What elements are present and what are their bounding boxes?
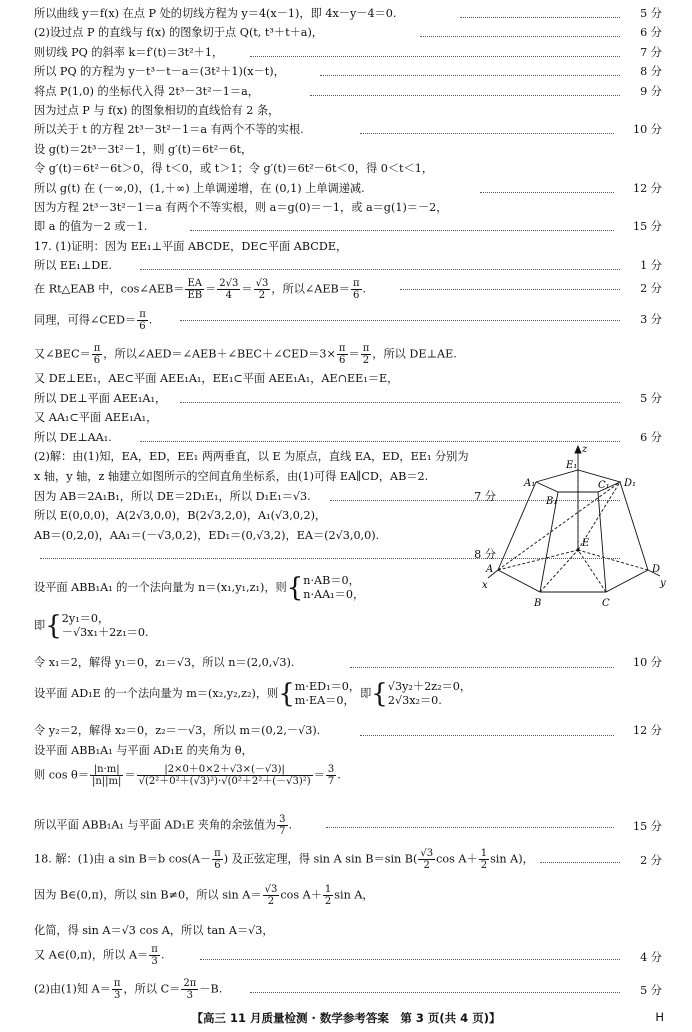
text-line: (2)设过点 P 的直线与 f(x) 的图象切于点 Q(t, t³＋t＋a)， [34,26,323,40]
leader-dots [480,192,614,194]
leader-dots [350,667,614,669]
score: 10 分 [633,656,662,669]
line-m-result: 令 y₂＝2，解得 x₂＝0，z₂＝－√3，所以 m＝(0,2,－√3). [34,724,321,737]
text-line: 所以 DE⊥AA₁. [34,430,112,444]
text-line: 令 g′(t)＝6t²－6t＞0，得 t＜0，或 t＞1；令 g′(t)＝6t²－6t＜0，得 0＜t＜1， [34,162,434,176]
leader-dots [40,558,620,560]
text-line: 设 g(t)＝2t³－3t²－1，则 g′(t)＝6t²－6t， [34,142,253,156]
fraction: $\frac{\pi}{3}$ [151,944,158,967]
fraction: $\frac{\pi}{2}$ [362,343,370,366]
leader-dots [420,36,620,38]
fraction: $\frac{\pi}{3}$ [113,978,121,1001]
line-cos-theta: 则 cos θ＝ $\frac{|n\cdot m|}{|n||m|}$ ＝ $\frac{|2\times 0+0\times 2+√3\times(-√3)|}{\text{√(2²＋0²＋(√3)²)·√(0²＋2²＋(－√3)²)}}$ ＝ $\frac{3}{7}$ . [34,764,341,787]
leader-dots [180,320,620,322]
text-line: 则切线 PQ 的斜率 k＝f′(t)＝3t²＋1， [34,45,224,59]
frustum-figure [478,440,668,610]
leader-dots [320,75,620,77]
score: 10 分 [633,123,662,137]
fraction: $\frac{|2\times 0+0\times 2+√3\times(-√3)|}{\text{√(2²＋0²＋(√3)²)·√(0²＋2²＋(－√3)²)}}$ [138,764,311,787]
text-line: 所以 g(t) 在 (－∞,0)，(1,＋∞) 上单调递增，在 (0,1) 上单调递减. [34,181,365,195]
fraction: $\frac{\pi}{6}$ [139,309,146,332]
text-line: 所以 E(0,0,0)，A(2√3,0,0)，B(2√3,2,0)，A₁(√3,0,2)， [34,509,327,523]
leader-dots [200,959,620,961]
label-e: E [582,538,590,549]
score: 5 分 [640,7,662,20]
line-normal-n: 设平面 ABB₁A₁ 的一个法向量为 n＝(x₁,y₁,z₁)，则{n·AB＝0， n·AA₁＝0， [34,573,365,603]
score: 9 分 [640,84,662,98]
fraction: $\frac{|n\cdot m|}{|n||m|}$ [91,764,122,787]
line-cos-result: 所以平面 ABB₁A₁ 与平面 AD₁E 夹角的余弦值为 $\frac{3}{7}$ . [34,814,293,837]
label-a1: A₁ [524,478,536,489]
line-18-C: (2)由(1)知 A＝ $\frac{\pi}{3}$ ，所以 C＝ $\frac{2\pi}{3}$ －B. [34,978,223,1001]
leader-dots [540,862,620,864]
score: 3 分 [640,313,662,326]
line-n-result: 令 x₁＝2，解得 y₁＝0，z₁＝√3，所以 n＝(2,0,√3). [34,656,295,669]
leader-dots [250,992,620,994]
score: 15 分 [633,820,662,833]
line-18-sinB: 因为 B∈(0,π)，所以 sin B≠0，所以 sin A＝ $\frac{√3}{2}$ cos A＋ $\frac{1}{2}$ sin A， [34,884,374,907]
line-theta: 设平面 ABB₁A₁ 与平面 AD₁E 的夹角为 θ， [34,744,253,757]
text-line: 所以 EE₁⊥DE. [34,259,112,273]
line-cos-aeb: 在 Rt△EAB 中，cos∠AEB＝ $\frac{EA}{EB}$ ＝ $\frac{2√3}{4}$ ＝ $\frac{√3}{2}$ ，所以∠AEB＝ $\frac{\pi}{6}$ . [34,278,367,301]
label-e1: E₁ [566,460,578,471]
score: 8 分 [474,548,496,562]
score: 5 分 [640,984,662,997]
score: 4 分 [640,951,662,964]
label-a: A [486,564,494,575]
footer-code: H [655,1010,664,1024]
text-line: 因为方程 2t³－3t²－1＝a 有两个不等实根，则 a＝g(0)＝－1，或 a＝g(1)＝－2， [34,201,448,214]
score: 2 分 [640,854,662,867]
fraction: $\frac{3}{7}$ [327,764,335,787]
fraction: $\frac{1}{2}$ [324,884,332,907]
score: 7 分 [474,489,496,503]
fraction: $\frac{\pi}{6}$ [338,343,346,366]
label-d: D [652,564,661,575]
text-line: x 轴，y 轴，z 轴建立如图所示的空间直角坐标系，由(1)可得 EA∥CD，AB＝2. [34,470,429,483]
label-z: z [582,444,588,455]
text-line: 将点 P(1,0) 的坐标代入得 2t³－3t²－1＝a， [34,84,259,98]
text-line: 因为过点 P 与 f(x) 的图象相切的直线恰有 2 条， [34,104,280,117]
leader-dots [360,735,614,737]
text-line: 所以曲线 y＝f(x) 在点 P 处的切线方程为 y＝4(x－1)，即 4x－y－4＝0. [34,7,397,20]
fraction: $\frac{\pi}{6}$ [352,278,360,301]
score: 7 分 [640,45,662,59]
score: 12 分 [633,181,662,195]
label-c: C [602,598,610,609]
leader-dots [460,17,620,19]
line-ced: 同理，可得∠CED＝ $\frac{\pi}{6}$ . [34,309,153,332]
text: 在 Rt△EAB 中，cos∠AEB＝ [34,282,185,296]
score: 12 分 [633,724,662,737]
fraction: $\frac{1}{2}$ [480,848,488,871]
text-line: 17. (1)证明：因为 EE₁⊥平面 ABCDE，DE⊂平面 ABCDE， [34,239,348,253]
fraction: $\frac{√3}{2}$ [420,848,434,871]
score: 8 分 [640,65,662,79]
text-line: (2)解：由(1)知，EA，ED，EE₁ 两两垂直，以 E 为原点，直线 EA，ED，EE₁ 分别为 [34,450,469,464]
label-b: B [534,598,542,609]
fraction: $\frac{\pi}{6}$ [93,343,101,366]
label-c1: C₁ [598,480,610,491]
leader-dots [190,230,614,232]
leader-dots [180,402,620,404]
text-line: 所以 PQ 的方程为 y－t³－t－a＝(3t²＋1)(x－t)， [34,65,285,79]
fraction: $\frac{√3}{2}$ [255,278,269,301]
fraction: $\frac{√3}{2}$ [264,884,278,907]
label-d1: D₁ [624,478,637,489]
score: 15 分 [633,220,662,234]
text-line: 又 AA₁⊂平面 AEE₁A₁， [34,411,158,425]
text-line: 即 a 的值为－2 或－1. [34,220,148,234]
line-18-start: 18. 解：(1)由 a sin B＝b cos(A－ $\frac{\pi}{6}$ ) 及正弦定理，得 sin A sin B＝sin B( $\frac{√3}{2}$ cos A＋ $\frac{1}{2}$ sin A)， [34,848,534,871]
label-b1: B₁ [546,496,558,507]
text-line: 因为 AB＝2A₁B₁，所以 DE＝2D₁E₁，所以 D₁E₁＝√3. [34,489,311,503]
fraction: $\frac{2√3}{4}$ [219,278,239,301]
fraction: $\frac{\pi}{6}$ [214,848,221,871]
line-normal-m: 设平面 AD₁E 的一个法向量为 m＝(x₂,y₂,z₂)，则{m·ED₁＝0， m·EA＝0，即{√3y₂＋2z₂＝0， 2√3x₂＝0. [34,679,472,709]
line-system-n: 即{2y₁＝0， －√3x₁＋2z₁＝0. [34,611,149,641]
text-line: 所以 DE⊥平面 AEE₁A₁， [34,391,167,405]
score: 6 分 [640,430,662,444]
line-aed: 又∠BEC＝ $\frac{\pi}{6}$ ，所以∠AED＝∠AEB＋∠BEC＋∠CED＝3× $\frac{\pi}{6}$ ＝ $\frac{\pi}{2}$ ，所以 DE⊥AE. [34,343,457,366]
leader-dots [250,56,620,58]
leader-dots [400,289,620,291]
fraction: $\frac{EA}{EB}$ [187,278,203,301]
leader-dots [140,441,620,443]
label-y: y [660,578,666,589]
leader-dots [140,269,620,271]
fraction: $\frac{3}{7}$ [279,814,286,837]
text-line: 又 DE⊥EE₁，AE⊂平面 AEE₁A₁，EE₁⊂平面 AEE₁A₁，AE∩EE₁＝E， [34,372,399,385]
score: 2 分 [640,282,662,295]
score: 1 分 [640,259,662,273]
fraction: $\frac{2\pi}{3}$ [183,978,197,1001]
label-x: x [482,580,488,591]
score: 6 分 [640,26,662,40]
score: 5 分 [640,391,662,405]
line-18-tan: 化简，得 sin A＝√3 cos A，所以 tan A＝√3， [34,924,274,937]
text-line: 所以关于 t 的方程 2t³－3t²－1＝a 有两个不等的实根. [34,123,304,137]
leader-dots [360,133,614,135]
text-line: AB＝(0,2,0)，AA₁＝(－√3,0,2)，ED₁＝(0,√3,2)，EA＝(2√3,0,0). [34,528,380,542]
leader-dots [326,827,614,829]
line-18-A: 又 A∈(0,π)，所以 A＝ $\frac{\pi}{3}$ . [34,944,165,967]
page-footer: 【高三 11 月质量检测 · 数学参考答案 第 3 页(共 4 页)】 [191,1011,501,1025]
leader-dots [310,95,620,97]
